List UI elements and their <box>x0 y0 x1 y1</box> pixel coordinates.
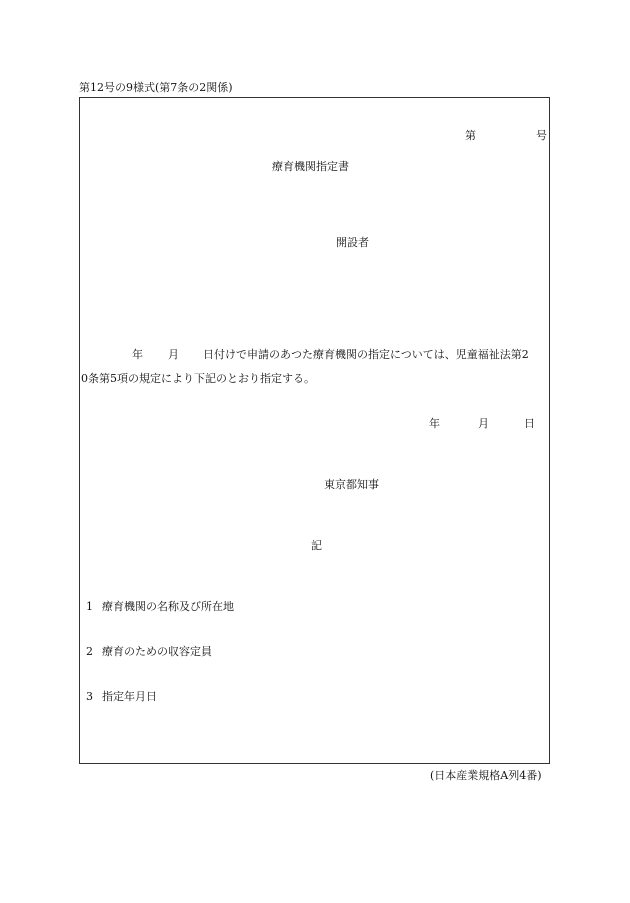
document-frame <box>79 97 550 764</box>
number-go-label: 号 <box>536 129 547 142</box>
list-item-label: 療育のための収容定員 <box>102 645 212 658</box>
body-line-1 <box>81 343 547 367</box>
list-item <box>86 646 212 657</box>
document-title: 療育機関指定書 <box>272 160 349 173</box>
date-year-label: 年 <box>429 417 440 430</box>
list-item <box>86 601 234 612</box>
list-item-number: 2 <box>86 645 93 658</box>
list-item <box>86 691 157 702</box>
ki-heading: 記 <box>311 539 322 552</box>
date-day-label: 日 <box>524 417 535 430</box>
list-item-label: 指定年月日 <box>102 690 157 703</box>
body-line-2: 0条第5項の規定により下記のとおり指定する。 <box>81 372 315 385</box>
founder-label: 開設者 <box>336 236 369 249</box>
body-year-label: 年 <box>132 348 143 361</box>
list-item-number: 3 <box>86 690 93 703</box>
list-item-number: 1 <box>86 600 93 613</box>
issuer-name: 東京都知事 <box>324 478 379 491</box>
body-paragraph <box>81 343 547 391</box>
date-month-label: 月 <box>478 417 489 430</box>
body-line-1-text: 日付けで申請のあつた療育機関の指定については、児童福祉法第2 <box>203 348 529 361</box>
paper-spec-note: (日本産業規格A列4番) <box>430 769 542 782</box>
number-dai-label: 第 <box>465 129 476 142</box>
form-number-label: 第12号の9様式(第7条の2関係) <box>79 81 233 94</box>
list-item-label: 療育機関の名称及び所在地 <box>102 600 234 613</box>
body-month-label: 月 <box>168 348 179 361</box>
